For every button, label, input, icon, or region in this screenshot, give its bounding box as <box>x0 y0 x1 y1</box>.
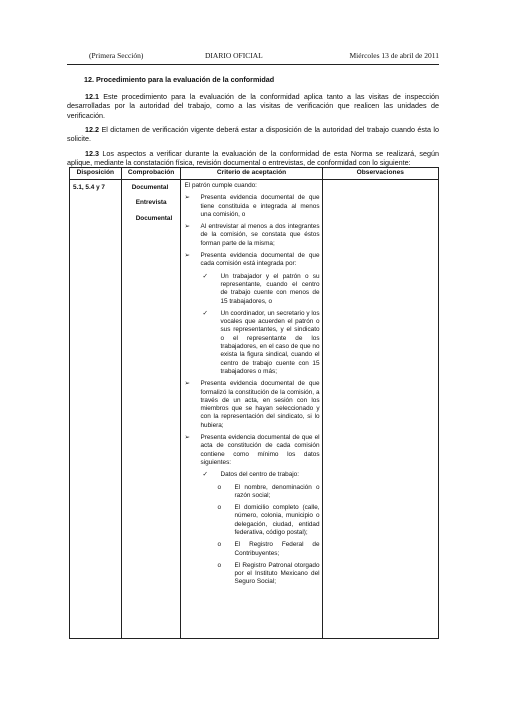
header-rule <box>67 64 439 65</box>
criterio-subitem: ✓ Datos del centro de trabajo: <box>202 471 299 479</box>
arrow-bullet-icon: ➢ <box>184 194 190 202</box>
paragraph-12-1: 12.1 Este procedimiento para la evaluación de la conformidad aplica tanto a las visitas de inspección desarrolladas por la autoridad del trabajo, como a las visitas de verificación que realicen las unidades de verificación. <box>67 92 439 120</box>
criterio-subitem: ✓ Un trabajador y el patrón o su representante, cuando el centro de trabajo cuente con menos de 15 trabajadores, o <box>202 272 320 305</box>
disposicion-value: 5.1, 5.4 y 7 <box>73 184 105 191</box>
circle-bullet-icon: o <box>217 561 222 569</box>
header-section: (Primera Sección) <box>89 51 144 60</box>
criterio-cell <box>181 180 322 639</box>
criterio-subsubitem: o El Registro Patronal otorgado por el Instituto Mexicano del Seguro Social; <box>217 561 320 586</box>
check-bullet-icon: ✓ <box>202 272 208 280</box>
circle-bullet-icon: o <box>217 504 222 512</box>
criterio-item: ➢ Presenta evidencia documental de que tiene constituida e integrada al menos una comisión, o <box>184 194 320 218</box>
comprobacion-cell <box>121 180 181 639</box>
criterio-item: ➢ Presenta evidencia documental de que cada comisión está integrada por: <box>184 252 320 268</box>
section-title: 12. Procedimiento para la evaluación de la conformidad <box>84 75 275 84</box>
criterio-item: ➢ Presenta evidencia documental de que formalizó la constitución de la comisión, a través de un acta, en sesión con los miembros que se hayan seleccionado y con la representación del sindicato, si lo hubiera; <box>184 380 320 429</box>
arrow-bullet-icon: ➢ <box>184 380 190 388</box>
header-publication: DIARIO OFICIAL <box>205 51 263 60</box>
check-bullet-icon: ✓ <box>202 471 208 479</box>
column-header-criterio: Criterio de aceptación <box>181 168 322 180</box>
header-date: Miércoles 13 de abril de 2011 <box>349 51 439 60</box>
page-header <box>67 51 439 63</box>
criterio-intro: El patrón cumple cuando: <box>184 182 257 189</box>
criterio-subitem: ✓ Un coordinador, un secretario y los vocales que acuerden el patrón o sus representantes, y el sindicato o el representante de los trabajadores, en el caso de que no exista la figura sindical, cuando el centro de trabajo cuente con 15 trabajadores o más; <box>202 309 320 375</box>
comprobacion-item: Documental <box>131 184 169 191</box>
circle-bullet-icon: o <box>217 541 222 549</box>
arrow-bullet-icon: ➢ <box>184 434 190 442</box>
evaluation-table <box>69 167 439 639</box>
table-row <box>70 180 439 639</box>
paragraph-number: 12.2 <box>85 125 99 134</box>
disposicion-cell <box>70 180 122 639</box>
observaciones-cell <box>322 180 438 639</box>
table-header-row <box>70 168 439 180</box>
arrow-bullet-icon: ➢ <box>184 252 190 260</box>
criterio-item: ➢ Presenta evidencia documental de que el acta de constitución de cada comisión contiene como mínimo los datos siguientes: <box>184 434 320 466</box>
column-header-disposicion: Disposición <box>70 168 122 180</box>
criterio-item: ➢ Al entrevistar al menos a dos integrantes de la comisión, se constata que éstos forman parte de la misma; <box>184 223 320 247</box>
column-header-comprobacion: Comprobación <box>121 168 181 180</box>
paragraph-number: 12.1 <box>85 92 99 101</box>
column-header-observaciones: Observaciones <box>322 168 438 180</box>
arrow-bullet-icon: ➢ <box>184 223 190 231</box>
paragraph-12-3: 12.3 Los aspectos a verificar durante la evaluación de la conformidad de esta Norma se realizará, según aplique, mediante la constatación física, revisión documental o entrevistas, de conformidad con lo siguiente: <box>67 149 440 168</box>
check-bullet-icon: ✓ <box>202 309 208 317</box>
paragraph-12-2: 12.2 El dictamen de verificación vigente deberá estar a disposición de la autoridad del trabajo cuando ésta lo solicite. <box>67 125 440 144</box>
criterio-subsubitem: o El Registro Federal de Contribuyentes; <box>217 541 320 557</box>
comprobacion-item: Entrevista <box>135 199 167 207</box>
paragraph-number: 12.3 <box>85 149 99 158</box>
criterio-subsubitem: o El domicilio completo (calle, número, colonia, municipio o delegación, ciudad, entidad federativa, código postal); <box>217 504 320 536</box>
criterio-subsubitem: o El nombre, denominación o razón social; <box>217 483 320 499</box>
circle-bullet-icon: o <box>217 483 222 491</box>
comprobacion-item: Documental <box>135 214 173 222</box>
